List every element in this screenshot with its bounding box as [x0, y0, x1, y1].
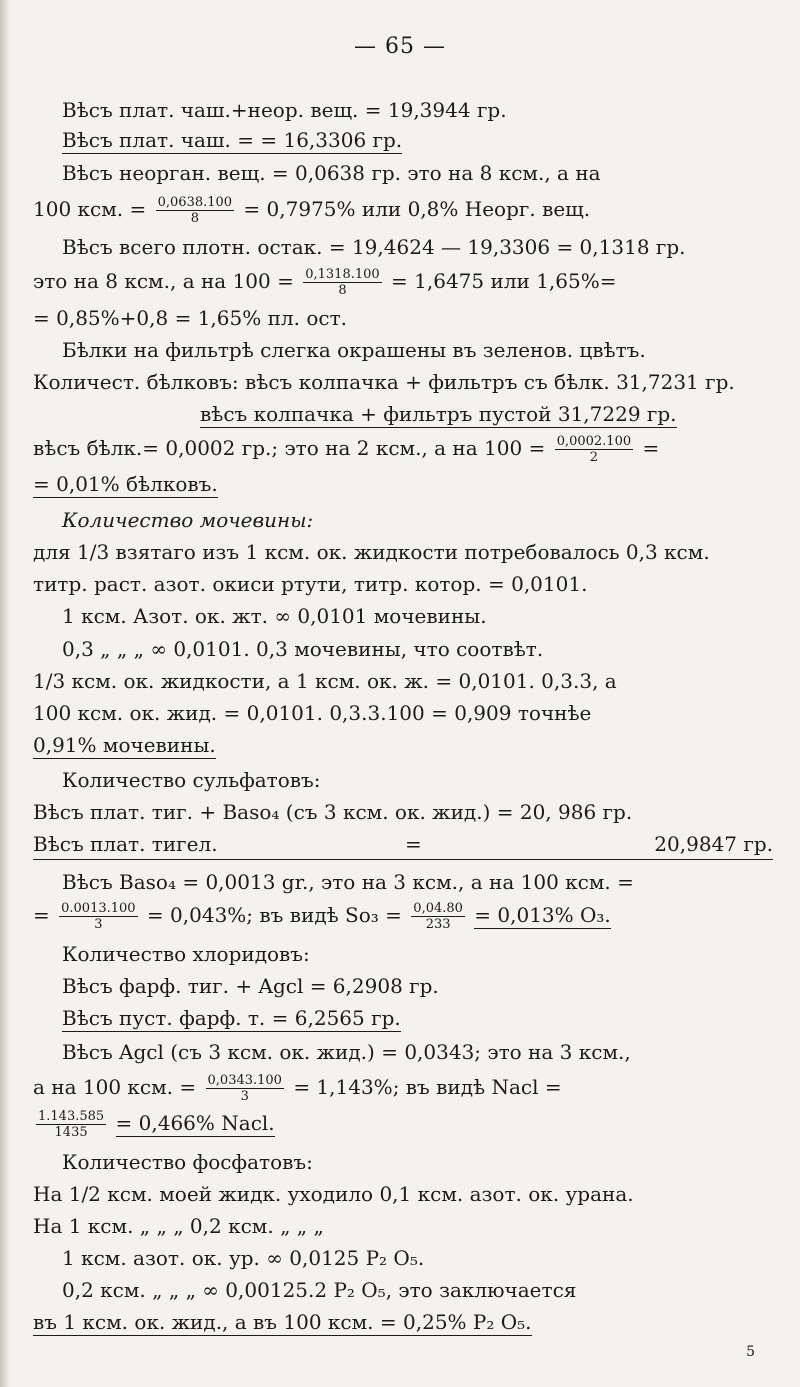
- fraction-denominator: 8: [338, 283, 347, 298]
- text-fragment: =: [405, 832, 422, 856]
- text-line: титр. раст. азот. окиси ртути, титр. котор. = 0,0101.: [33, 572, 588, 596]
- text-fragment: =: [33, 903, 50, 927]
- fraction-denominator: 233: [425, 917, 451, 932]
- divider: [33, 859, 773, 860]
- text-line: Вѣсъ пуст. фарф. т. = 6,2565 гр.: [62, 1006, 401, 1030]
- text-line: Вѣсъ всего плотн. остак. = 19,4624 — 19,3306 = 0,1318 гр.: [62, 235, 686, 259]
- text-fragment: 20,9847 гр.: [654, 832, 773, 856]
- text-fragment: = 1,6475 или 1,65%=: [391, 269, 617, 293]
- section-heading: Количество фосфатовъ:: [62, 1150, 313, 1174]
- fraction-denominator: 1435: [54, 1125, 88, 1140]
- text-line-with-fraction: [33, 1074, 562, 1103]
- fraction-numerator: 0,0343.100: [207, 1073, 282, 1088]
- section-heading: Количество мочевины:: [62, 508, 314, 532]
- signature-mark: 5: [746, 1344, 755, 1360]
- text-line: Вѣсъ плат. чаш. = = 16,3306 гр.: [62, 128, 403, 152]
- text-line-with-fraction: [33, 902, 611, 931]
- text-line: [33, 832, 773, 856]
- text-fragment: это на 8 ксм., а на 100 =: [33, 269, 294, 293]
- text-line: Вѣсъ плат. чаш.+неор. вещ. = 19,3944 гр.: [62, 98, 507, 122]
- text-line: = 0,01% бѣлковъ.: [33, 472, 218, 496]
- text-fragment: =: [642, 436, 660, 460]
- text-line: для 1/3 взятаго изъ 1 ксм. ок. жидкости потребовалось 0,3 ксм.: [33, 540, 710, 564]
- fraction-numerator: 1.143.585: [38, 1109, 105, 1124]
- text-line: 0,3 „ „ „ ∞ 0,0101. 0,3 мочевины, что соотвѣт.: [62, 637, 544, 661]
- text-line: Вѣсъ фарф. тиг. + Agcl = 6,2908 гр.: [62, 974, 439, 998]
- text-fragment: вѣсъ бѣлк.= 0,0002 гр.; это на 2 ксм., а на 100 =: [33, 436, 546, 460]
- text-line: 0,91% мочевины.: [33, 733, 216, 757]
- text-line-with-fraction: [33, 1110, 275, 1139]
- fraction: [206, 1074, 284, 1103]
- fraction: [411, 902, 465, 931]
- fraction-numerator: 0.0013.100: [61, 901, 136, 916]
- text-fragment: = 0,013% O₃.: [474, 903, 611, 927]
- text-line: 1 ксм. Азот. ок. жт. ∞ 0,0101 мочевины.: [62, 604, 487, 628]
- section-heading: Количество хлоридовъ:: [62, 942, 310, 966]
- page-number: — 65 —: [354, 34, 446, 59]
- fraction: [156, 196, 234, 225]
- text-line: 1/3 ксм. ок. жидкости, а 1 ксм. ок. ж. = 0,0101. 0,3.3, а: [33, 669, 617, 693]
- text-line: Вѣсъ Agcl (съ 3 ксм. ок. жид.) = 0,0343; это на 3 ксм.,: [62, 1040, 631, 1064]
- fraction-denominator: 8: [190, 211, 199, 226]
- text-line-with-fraction: [33, 268, 617, 297]
- text-fragment: = 0,043%; въ видѣ So₃ =: [146, 903, 402, 927]
- text-fragment: 100 ксм. =: [33, 197, 147, 221]
- text-line-with-fraction: [33, 435, 659, 464]
- page-edge-shadow: [0, 0, 10, 1387]
- text-line: 100 ксм. ок. жид. = 0,0101. 0,3.3.100 = 0,909 точнѣе: [33, 701, 592, 725]
- text-line: Количест. бѣлковъ: вѣсъ колпачка + фильтръ съ бѣлк. 31,7231 гр.: [33, 370, 735, 394]
- text-fragment: а на 100 ксм. =: [33, 1075, 197, 1099]
- fraction: [303, 268, 381, 297]
- text-fragment: Вѣсъ плат. тигел.: [33, 832, 218, 856]
- text-line: въ 1 ксм. ок. жид., а въ 100 ксм. = 0,25% P₂ O₅.: [33, 1310, 532, 1334]
- text-fragment: = 0,7975% или 0,8% Неорг. вещ.: [243, 197, 591, 221]
- text-line-with-fraction: [33, 196, 590, 225]
- section-heading: Количество сульфатовъ:: [62, 768, 321, 792]
- fraction-numerator: 0,1318.100: [305, 267, 380, 282]
- text-line: На 1/2 ксм. моей жидк. уходило 0,1 ксм. азот. ок. урана.: [33, 1182, 634, 1206]
- fraction-numerator: 0,0002.100: [556, 434, 632, 449]
- text-line: Вѣсъ Baso₄ = 0,0013 gr., это на 3 ксм., а на 100 ксм. =: [62, 870, 634, 894]
- fraction: [36, 1110, 106, 1139]
- text-line: Вѣсъ плат. тиг. + Baso₄ (съ 3 ксм. ок. жид.) = 20, 986 гр.: [33, 800, 633, 824]
- text-line: Вѣсъ неорган. вещ. = 0,0638 гр. это на 8 ксм., а на: [62, 161, 601, 185]
- fraction-denominator: 3: [240, 1089, 249, 1104]
- text-fragment: = 1,143%; въ видѣ Nacl =: [293, 1075, 562, 1099]
- fraction-numerator: 0,0638.100: [157, 195, 233, 210]
- fraction-numerator: 0,04.80: [413, 901, 463, 916]
- text-fragment: = 0,466% Nacl.: [115, 1111, 275, 1135]
- text-line: Бѣлки на фильтрѣ слегка окрашены въ зеленов. цвѣтъ.: [62, 338, 646, 362]
- fraction: [555, 435, 633, 464]
- fraction-denominator: 2: [589, 450, 599, 465]
- text-line: 0,2 ксм. „ „ „ ∞ 0,00125.2 P₂ O₅, это заключается: [62, 1278, 577, 1302]
- fraction: [59, 902, 137, 931]
- text-line: вѣсъ колпачка + фильтръ пустой 31,7229 гр.: [200, 402, 677, 426]
- text-line: = 0,85%+0,8 = 1,65% пл. ост.: [33, 306, 347, 330]
- fraction-denominator: 3: [94, 917, 103, 932]
- text-line: 1 ксм. азот. ок. ур. ∞ 0,0125 P₂ O₅.: [62, 1246, 425, 1270]
- text-line: На 1 ксм. „ „ „ 0,2 ксм. „ „ „: [33, 1214, 324, 1238]
